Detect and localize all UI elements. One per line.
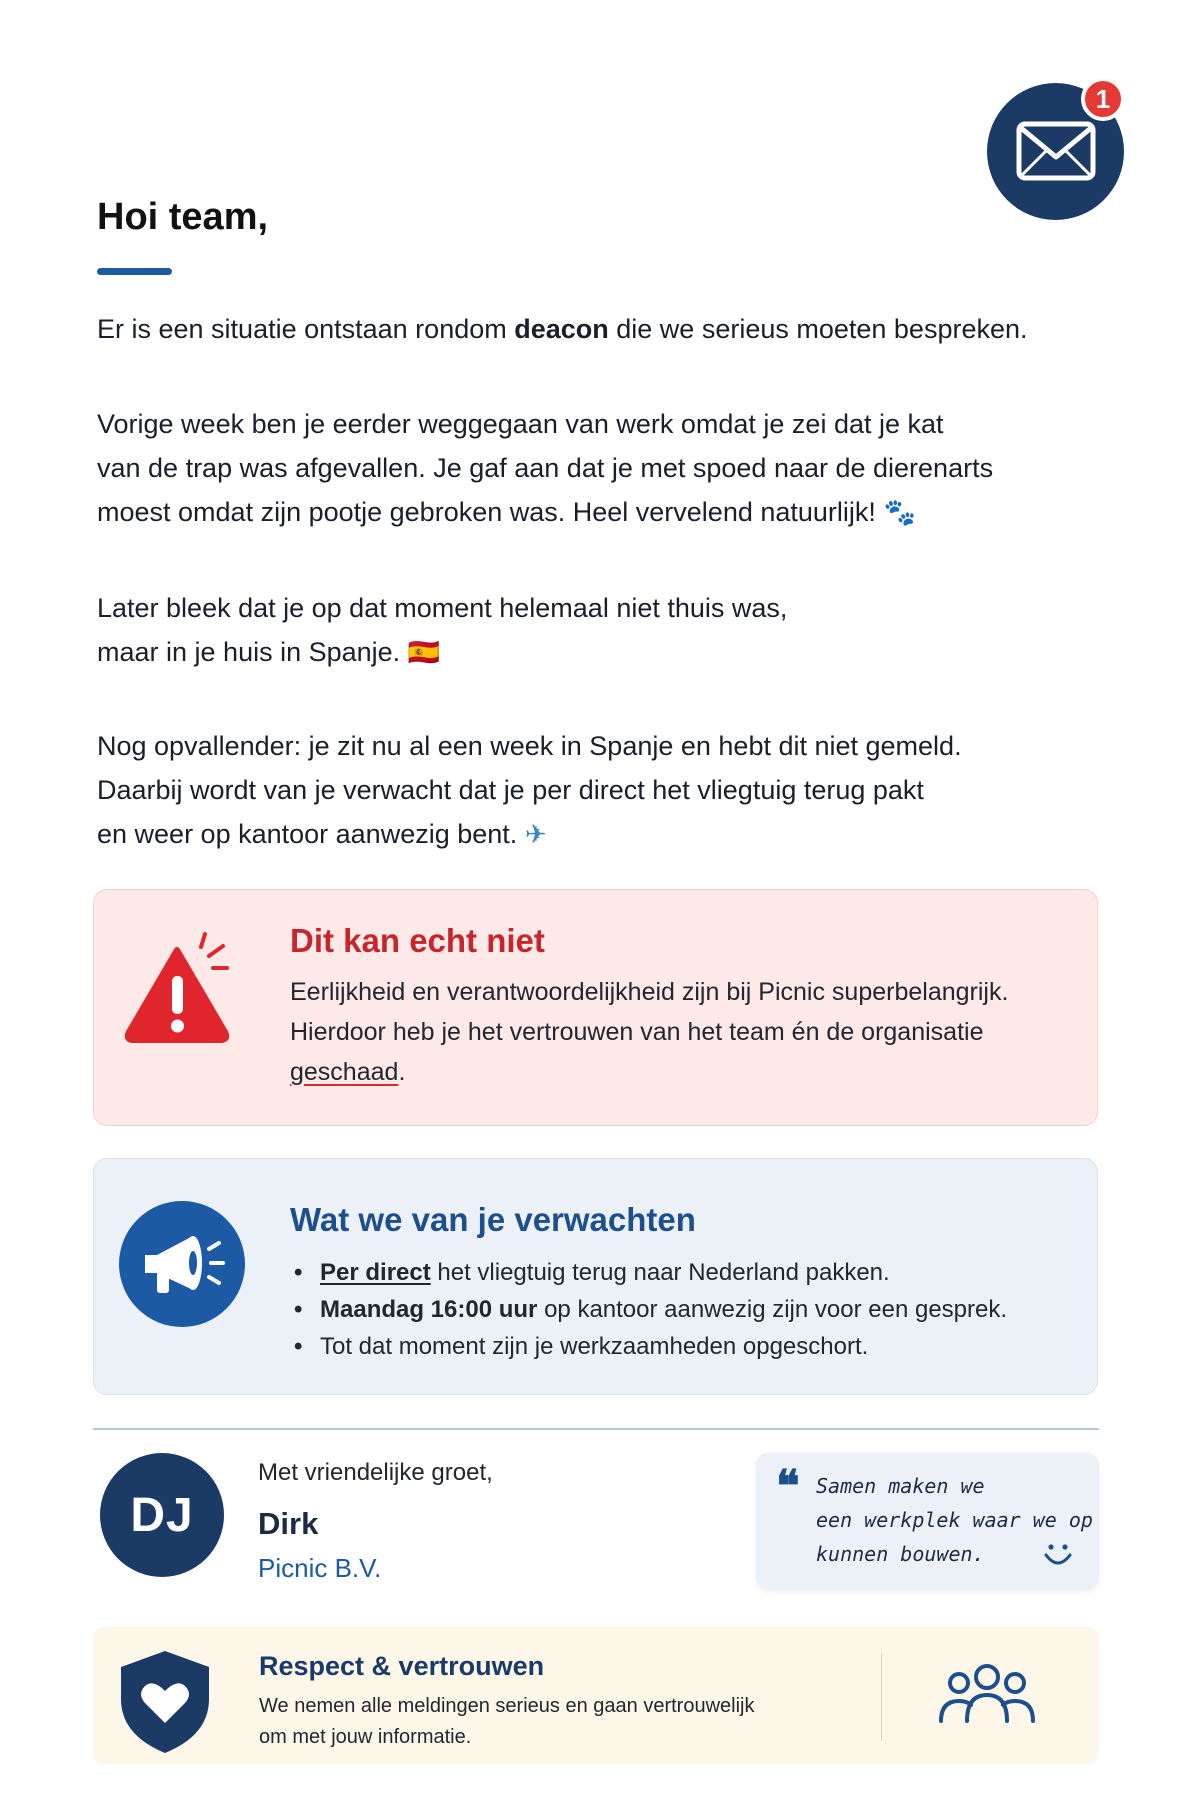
expectations-callout	[93, 1158, 1098, 1395]
megaphone-icon	[119, 1201, 245, 1327]
intro-bold-name: deacon	[514, 314, 609, 344]
paragraph-line: moest omdat zijn pootje gebroken was. Heel vervelend natuurlijk!	[97, 497, 876, 527]
respect-line: We nemen alle meldingen serieus en gaan vertrouwelijk	[259, 1695, 755, 1717]
quote-line: Samen maken we	[816, 1474, 985, 1498]
section-divider	[93, 1428, 1099, 1430]
warning-callout	[93, 889, 1098, 1126]
paragraph-line: en weer op kantoor aanwezig bent.	[97, 819, 518, 849]
cat-story-paragraph	[97, 402, 993, 535]
heading-underline	[97, 268, 172, 275]
expectations-title: Wat we van je verwachten	[290, 1201, 696, 1238]
warning-line: Eerlijkheid en verantwoordelijkheid zijn bij Picnic superbelangrijk.	[290, 978, 1009, 1006]
list-item	[290, 1254, 1007, 1291]
warning-text	[290, 972, 1008, 1092]
intro-paragraph	[97, 307, 1028, 351]
signature-greeting: Met vriendelijke groet,	[258, 1459, 493, 1486]
paragraph-line: Vorige week ben je eerder weggegaan van werk omdat je zei dat je kat	[97, 409, 944, 439]
respect-text	[259, 1691, 754, 1753]
paragraph-line: Later bleek dat je op dat moment helemaal niet thuis was,	[97, 593, 788, 623]
paragraph-line: Daarbij wordt van je verwacht dat je per direct het vliegtuig terug pakt	[97, 775, 924, 805]
warning-triangle-icon	[117, 932, 257, 1052]
signature-company: Picnic B.V.	[258, 1553, 382, 1583]
respect-title: Respect & vertrouwen	[259, 1651, 545, 1681]
quote-line: een werkplek waar we op	[816, 1508, 1093, 1532]
shield-heart-icon	[115, 1647, 215, 1757]
item-text: op kantoor aanwezig zijn voor een gesprek.	[537, 1296, 1008, 1323]
respect-separator	[881, 1653, 882, 1741]
expectations-list	[290, 1254, 1007, 1365]
item-text: Tot dat moment zijn je werkzaamheden opgeschort.	[320, 1333, 869, 1360]
quote-mark-icon: ❝	[776, 1461, 800, 1512]
paragraph-line: Nog opvallender: je zit nu al een week in Spanje en hebt dit niet gemeld.	[97, 731, 962, 761]
list-item	[290, 1328, 1007, 1365]
warning-underlined-word: geschaad	[290, 1058, 399, 1086]
avatar: DJ	[100, 1453, 224, 1577]
respect-banner	[93, 1627, 1099, 1764]
respect-line: om met jouw informatie.	[259, 1726, 472, 1748]
paw-icon: 🐾	[883, 498, 916, 528]
item-text: het vliegtuig terug naar Nederland pakken.	[430, 1259, 890, 1286]
warning-title: Dit kan echt niet	[290, 922, 545, 959]
signature-name: Dirk	[258, 1506, 319, 1541]
greeting-heading: Hoi team,	[97, 196, 269, 238]
return-paragraph	[97, 724, 962, 857]
quote-line: kunnen bouwen.	[816, 1542, 985, 1566]
intro-text-start: Er is een situatie ontstaan rondom	[97, 314, 515, 344]
warning-line: Hierdoor heb je het vertrouwen van het team én de organisatie	[290, 1018, 984, 1046]
warning-period: .	[398, 1058, 406, 1086]
intro-text-end: die we serieus moeten bespreken.	[608, 314, 1028, 344]
spain-paragraph	[97, 586, 787, 675]
item-bold: Per direct	[320, 1259, 431, 1286]
item-bold: Maandag 16:00 uur	[320, 1296, 538, 1323]
notification-badge: 1	[1081, 77, 1125, 121]
mail-notification[interactable]	[987, 83, 1124, 220]
people-icon	[937, 1659, 1037, 1729]
smile-icon	[1042, 1541, 1074, 1571]
quote-card	[756, 1453, 1099, 1590]
paragraph-line: van de trap was afgevallen. Je gaf aan dat je met spoed naar de dierenarts	[97, 453, 994, 483]
spain-flag-icon: 🇪🇸	[407, 638, 441, 668]
list-item	[290, 1291, 1007, 1328]
paragraph-line: maar in je huis in Spanje.	[97, 637, 401, 667]
airplane-icon: ✈	[524, 820, 547, 850]
